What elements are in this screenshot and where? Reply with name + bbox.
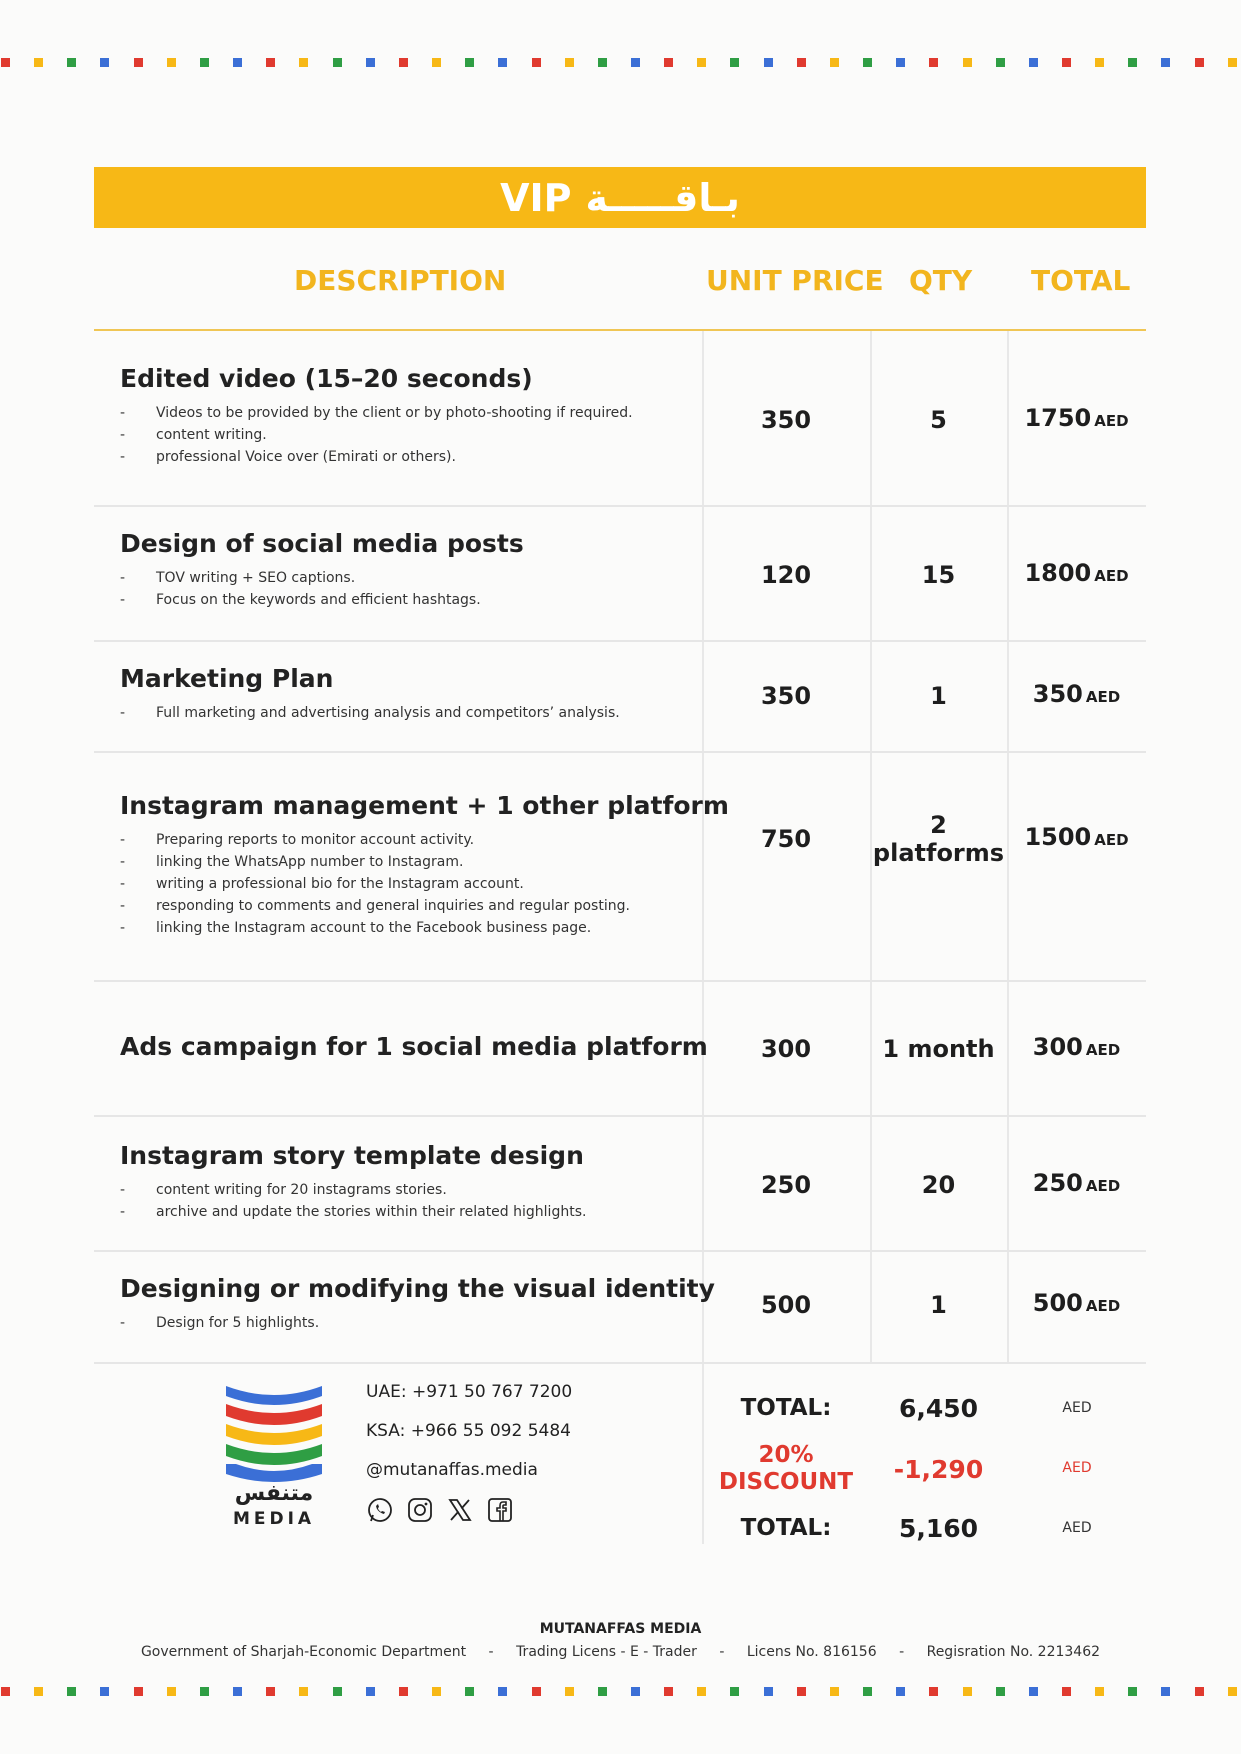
line-total-currency: AED	[1085, 688, 1121, 706]
border-dot	[929, 1687, 938, 1696]
qty-value: 1	[930, 682, 947, 710]
column-divider	[1007, 753, 1009, 980]
border-dot	[697, 58, 706, 67]
border-dot	[1128, 58, 1137, 67]
border-dot	[266, 1687, 275, 1696]
contact-info	[366, 1381, 572, 1498]
discount-currency: AED	[1062, 1460, 1092, 1476]
border-dot	[399, 58, 408, 67]
line-total	[1007, 559, 1146, 590]
table-row	[94, 642, 1146, 753]
line-total-currency: AED	[1094, 831, 1129, 849]
border-dot	[1095, 1687, 1104, 1696]
qty-value: 1	[930, 1291, 947, 1319]
column-total: TOTAL	[1031, 264, 1131, 297]
border-dot	[366, 58, 375, 67]
column-divider	[702, 753, 704, 980]
border-dot	[764, 1687, 773, 1696]
social-handle: @mutanaffas.media	[366, 1460, 538, 1480]
border-dot	[366, 1687, 375, 1696]
line-total-currency: AED	[1094, 567, 1129, 585]
line-total-value: 1750	[1024, 404, 1092, 432]
border-dot	[1062, 1687, 1071, 1696]
border-dot	[1029, 58, 1038, 67]
logo-arabic-text: متنفس	[234, 1481, 314, 1506]
service-details	[120, 702, 620, 724]
border-dot	[1029, 1687, 1038, 1696]
border-dot	[200, 1687, 209, 1696]
line-total-value: 1500	[1024, 823, 1092, 851]
border-dot	[1228, 58, 1237, 67]
quantity	[870, 811, 1007, 867]
border-dot	[797, 58, 806, 67]
border-dot	[929, 58, 938, 67]
service-title: Instagram story template design	[120, 1141, 584, 1170]
discount-percent: 20%	[758, 1442, 814, 1468]
service-detail-item: - content writing for 20 instagrams stories.	[120, 1179, 586, 1201]
border-dot	[1228, 1687, 1237, 1696]
border-dot	[200, 58, 209, 67]
border-dot	[100, 1687, 109, 1696]
border-dot	[830, 1687, 839, 1696]
line-total-currency: AED	[1085, 1297, 1121, 1315]
border-dot	[565, 58, 574, 67]
service-title: Designing or modifying the visual identity	[120, 1274, 715, 1303]
qty-value: 2	[930, 811, 947, 839]
registration-number: Regisration No. 2213462	[926, 1644, 1101, 1660]
border-dot	[532, 58, 541, 67]
table-row	[94, 982, 1146, 1117]
border-dot	[67, 58, 76, 67]
column-description: DESCRIPTION	[294, 264, 507, 297]
border-dot	[963, 58, 972, 67]
border-dot	[34, 1687, 43, 1696]
line-total	[1007, 1033, 1146, 1064]
line-total-value: 300	[1032, 1033, 1083, 1061]
unit-price: 350	[760, 406, 812, 434]
service-detail-item: - writing a professional bio for the Instagram account.	[120, 873, 630, 895]
border-dot	[863, 58, 872, 67]
uae-phone: UAE: +971 50 767 7200	[366, 1382, 573, 1402]
border-dot	[996, 1687, 1005, 1696]
border-dot	[299, 58, 308, 67]
border-dot	[996, 58, 1005, 67]
border-dot	[1, 58, 10, 67]
border-dot	[399, 1687, 408, 1696]
line-total-currency: AED	[1085, 1177, 1121, 1195]
border-dot	[167, 58, 176, 67]
mutanaffas-logo-icon	[226, 1382, 322, 1527]
line-total-currency: AED	[1085, 1041, 1121, 1059]
service-detail-item: - content writing.	[120, 424, 633, 446]
final-total-value: 5,160	[898, 1514, 979, 1543]
border-dot	[532, 1687, 541, 1696]
banner-title: VIP	[500, 175, 572, 220]
border-dot	[1062, 58, 1071, 67]
qty-value: 1 month	[882, 1035, 995, 1063]
unit-price: 300	[760, 1035, 812, 1063]
quantity	[870, 1035, 1007, 1063]
border-dot	[1195, 58, 1204, 67]
top-dot-border	[0, 58, 1241, 68]
border-dot	[134, 1687, 143, 1696]
quantity	[870, 1171, 1007, 1199]
unit-price: 750	[760, 825, 812, 853]
service-detail-item: - archive and update the stories within their related highlights.	[120, 1201, 586, 1223]
company-name: MUTANAFFAS MEDIA	[539, 1621, 702, 1637]
table-row	[94, 331, 1146, 507]
table-row	[94, 753, 1146, 982]
service-title: Ads campaign for 1 social media platform	[120, 1032, 708, 1061]
border-dot	[333, 58, 342, 67]
border-dot	[830, 58, 839, 67]
service-details	[120, 1312, 319, 1334]
discount-word: DISCOUNT	[718, 1469, 854, 1495]
border-dot	[1195, 1687, 1204, 1696]
border-dot	[233, 1687, 242, 1696]
service-detail-item: - linking the Instagram account to the Facebook business page.	[120, 917, 630, 939]
border-dot	[233, 58, 242, 67]
border-dot	[896, 58, 905, 67]
qty-value: 5	[930, 406, 947, 434]
service-detail-item: - linking the WhatsApp number to Instagram.	[120, 851, 630, 873]
border-dot	[730, 58, 739, 67]
border-dot	[797, 1687, 806, 1696]
unit-price: 500	[760, 1291, 812, 1319]
border-dot	[764, 58, 773, 67]
border-dot	[167, 1687, 176, 1696]
border-dot	[896, 1687, 905, 1696]
service-details	[120, 829, 630, 939]
line-total-value: 1800	[1024, 559, 1092, 587]
service-title: Instagram management + 1 other platform	[120, 791, 729, 820]
service-details	[120, 402, 633, 468]
qty-value: 20	[921, 1171, 956, 1199]
line-total	[1007, 680, 1146, 711]
table-row	[94, 1117, 1146, 1252]
border-dot	[863, 1687, 872, 1696]
border-dot	[432, 58, 441, 67]
line-total	[1007, 823, 1146, 854]
border-dot	[266, 58, 275, 67]
qty-value: 15	[921, 561, 956, 589]
line-total	[1007, 404, 1146, 435]
service-detail-item: - Full marketing and advertising analysis and competitors’ analysis.	[120, 702, 620, 724]
border-dot	[730, 1687, 739, 1696]
border-dot	[1095, 58, 1104, 67]
border-dot	[432, 1687, 441, 1696]
border-dot	[631, 58, 640, 67]
table-row	[94, 507, 1146, 642]
banner-arabic-title: بـاقـــــة	[585, 175, 740, 220]
border-dot	[100, 58, 109, 67]
instagram-icon	[406, 1496, 434, 1524]
department: Government of Sharjah-Economic Department	[140, 1644, 467, 1660]
quantity	[870, 561, 1007, 589]
border-dot	[598, 58, 607, 67]
table-header	[94, 256, 1146, 331]
separator: -	[719, 1644, 725, 1660]
package-banner	[94, 167, 1146, 228]
border-dot	[697, 1687, 706, 1696]
border-dot	[465, 58, 474, 67]
final-total-label: TOTAL:	[740, 1515, 832, 1541]
final-total-currency: AED	[1062, 1520, 1092, 1536]
quantity	[870, 1291, 1007, 1319]
service-detail-item: - Design for 5 highlights.	[120, 1312, 319, 1334]
border-dot	[1161, 58, 1170, 67]
column-qty: QTY	[909, 264, 973, 297]
table-row	[94, 1252, 1146, 1364]
legal-info	[0, 1644, 1241, 1660]
border-dot	[465, 1687, 474, 1696]
bottom-dot-border	[0, 1687, 1241, 1697]
border-dot	[1128, 1687, 1137, 1696]
separator: -	[899, 1644, 905, 1660]
border-dot	[134, 58, 143, 67]
line-total-value: 500	[1032, 1289, 1083, 1317]
border-dot	[664, 1687, 673, 1696]
service-detail-item: - Videos to be provided by the client or by photo-shooting if required.	[120, 402, 633, 424]
social-icons	[366, 1496, 514, 1524]
x-icon	[446, 1496, 474, 1524]
quantity	[870, 406, 1007, 434]
unit-price: 120	[760, 561, 812, 589]
ksa-phone: KSA: +966 55 092 5484	[366, 1421, 571, 1441]
service-detail-item: - professional Voice over (Emirati or others).	[120, 446, 633, 468]
border-dot	[498, 1687, 507, 1696]
column-unit-price: UNIT PRICE	[706, 264, 884, 297]
service-detail-item: - responding to comments and general inquiries and regular posting.	[120, 895, 630, 917]
border-dot	[631, 1687, 640, 1696]
line-total-value: 350	[1032, 680, 1083, 708]
unit-price: 350	[760, 682, 812, 710]
border-dot	[333, 1687, 342, 1696]
logo-media-text: MEDIA	[232, 1509, 316, 1527]
line-total	[1007, 1169, 1146, 1200]
border-dot	[1, 1687, 10, 1696]
service-title: Edited video (15–20 seconds)	[120, 364, 533, 393]
license-number: Licens No. 816156	[746, 1644, 877, 1660]
border-dot	[34, 58, 43, 67]
facebook-icon	[486, 1496, 514, 1524]
service-title: Marketing Plan	[120, 664, 334, 693]
line-total-value: 250	[1032, 1169, 1083, 1197]
license-type: Trading Licens - E - Trader	[516, 1644, 697, 1660]
border-dot	[598, 1687, 607, 1696]
service-detail-item: - Preparing reports to monitor account activity.	[120, 829, 630, 851]
total-currency: AED	[1062, 1400, 1092, 1416]
line-total	[1007, 1289, 1146, 1320]
service-detail-item: - TOV writing + SEO captions.	[120, 567, 481, 589]
discount-label	[702, 1442, 870, 1496]
border-dot	[498, 58, 507, 67]
quantity	[870, 682, 1007, 710]
border-dot	[664, 58, 673, 67]
service-title: Design of social media posts	[120, 529, 524, 558]
service-details	[120, 1179, 586, 1223]
line-total-currency: AED	[1094, 412, 1129, 430]
border-dot	[565, 1687, 574, 1696]
separator: -	[488, 1644, 494, 1660]
service-detail-item: - Focus on the keywords and efficient hashtags.	[120, 589, 481, 611]
discount-value: -1,290	[893, 1455, 984, 1484]
border-dot	[1161, 1687, 1170, 1696]
total-value: 6,450	[898, 1394, 979, 1423]
qty-unit: platforms	[872, 839, 1005, 867]
whatsapp-icon	[366, 1496, 394, 1524]
unit-price: 250	[760, 1171, 812, 1199]
total-label: TOTAL:	[740, 1395, 832, 1421]
service-details	[120, 567, 481, 611]
border-dot	[67, 1687, 76, 1696]
border-dot	[963, 1687, 972, 1696]
border-dot	[299, 1687, 308, 1696]
